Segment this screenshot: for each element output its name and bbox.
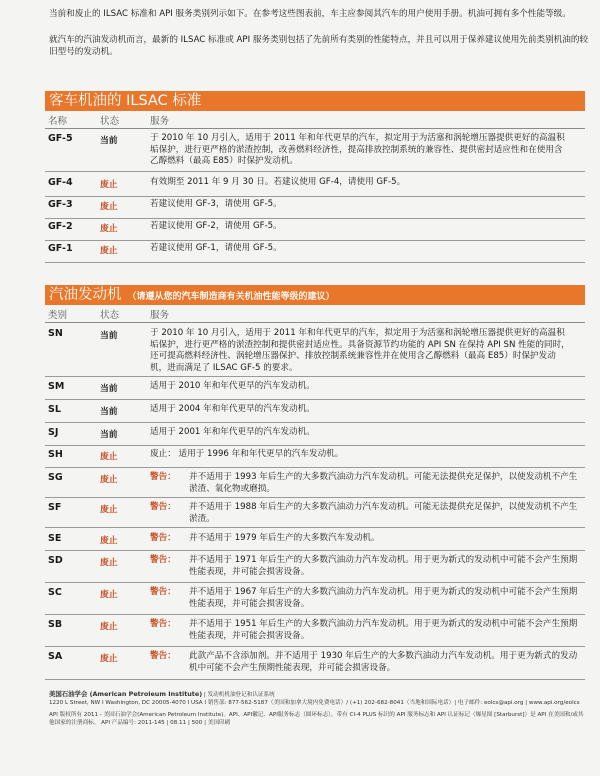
gasoline-section-title — [45, 285, 585, 305]
row-name: SM — [48, 381, 65, 392]
intro-paragraph-2: 就汽车的汽油发动机而言，最新的 ILSAC 标准或 API 服务类别包括了先前所有类别的性能特点，并且可以用于保养建议使用先前类别机油的较旧型号的发动机。 — [49, 35, 589, 57]
intro-paragraph-1: 当前和废止的 ILSAC 标准和 API 服务类别列示如下。在参考这些图表前，车主应参阅其汽车的用户使用手册。机油可拥有多个性能等级。 — [49, 9, 571, 19]
row-name: SF — [48, 502, 62, 513]
row-name: SG — [48, 472, 63, 483]
row-status: 废止 — [100, 536, 118, 546]
row-status: 当前 — [100, 331, 118, 341]
row-description: 若建议使用 GF-1，请使用 GF-5。 — [150, 243, 282, 253]
table-row — [45, 131, 585, 172]
row-name: SL — [48, 404, 61, 415]
row-name: SB — [48, 619, 63, 630]
table-row — [45, 175, 585, 197]
table-row — [45, 326, 585, 377]
table-row — [45, 500, 585, 528]
row-description: 有效期至 2011 年 9 月 30 日。若建议使用 GF-4，请使用 GF-5。 — [150, 177, 406, 187]
row-description: 并不适用于 1993 年后生产的大多数汽油动力汽车发动机。可能无法提供充足保护，以使发动机不产生淤渣、氧化物或磨损。 — [189, 472, 578, 494]
table-row — [45, 241, 585, 263]
row-description: 适用于 2001 年和年代更早的汽车发动机。 — [150, 427, 315, 437]
row-description: 并不适用于 1988 年后生产的大多数汽油动力汽车发动机。可能无法提供充足保护，以使发动机不产生淤渣。 — [189, 502, 578, 524]
row-description: 适用于 2010 年和年代更早的汽车发动机。 — [150, 381, 315, 391]
header-service: 服务 — [150, 310, 170, 321]
header-service: 服务 — [150, 116, 170, 127]
row-description: 于 2010 年 10 月引入，适用于 2011 年和年代更早的汽车，拟定用于为活塞和涡轮增压器提供更好的高温积垢保护，进行更严格的淤渣控制和提供密封适应性。具备资源节约功能的 API SN 在保持 API SN 性能的同时，还可提高燃料经济性、涡轮增压器保护、排放控制系统兼容性并在使用含乙醇燃料（最高 E85）时保护发动机，进而满足了 ILSAC GF-5 的要求。 — [150, 328, 570, 373]
gasoline-title: 汽油发动机 — [49, 287, 122, 303]
row-warning-label: 警告： — [150, 619, 176, 629]
row-status: 废止 — [100, 505, 118, 515]
row-warning-label: 警告： — [150, 555, 176, 565]
table-row — [45, 531, 585, 551]
divider — [45, 128, 585, 129]
footer-org: 美国石油学会 (American Petroleum Institute) — [49, 690, 203, 698]
divider — [45, 322, 585, 323]
header-name: 类别 — [48, 310, 68, 321]
row-warning-label: 警告： — [150, 587, 176, 597]
row-name: GF-1 — [48, 243, 73, 254]
footer-org-sub: | 发动机机油登记和认证系统 — [202, 692, 275, 698]
table-row — [45, 402, 585, 423]
row-description: 若建议使用 GF-3，请使用 GF-5。 — [150, 199, 282, 209]
table-row — [45, 585, 585, 615]
row-name: SC — [48, 587, 62, 598]
row-status: 当前 — [100, 384, 118, 394]
row-status: 废止 — [100, 475, 118, 485]
row-warning-label: 警告： — [150, 533, 176, 543]
row-status: 废止 — [100, 202, 118, 212]
row-description: 并不适用于 1951 年后生产的大多数汽油动力汽车发动机。用于更为新式的发动机中可能不会产生预期性能表现，并可能会损害设备。 — [189, 619, 578, 641]
gasoline-subtitle: （请遵从您的汽车制造商有关机油性能等级的建议） — [127, 292, 335, 302]
row-name: SN — [48, 328, 63, 339]
row-status: 当前 — [100, 407, 118, 417]
footer-address: 1220 L Street, NW I Washington, DC 20005-4070 I USA I 销售部: 877-562-5187（美国和加拿大境内免费电话）/ (+1) 202-682-8041（当地和国际电话）| 电子邮件: eolcs@api.org | www.api.org/eolcs — [49, 700, 580, 706]
row-name: GF-4 — [48, 177, 73, 188]
row-name: GF-2 — [48, 221, 73, 232]
table-row — [45, 379, 585, 400]
header-status: 状态 — [100, 310, 120, 321]
row-description: 并不适用于 1979 年后生产的大多数汽车发动机。 — [189, 533, 380, 543]
table-row — [45, 219, 585, 241]
table-row — [45, 553, 585, 583]
row-warning-label: 警告： — [150, 472, 176, 482]
footer-legal: API 版权所有 2011 - 美国石油学会(American Petroleum Institute)。API、API徽记、API服务标志（圆环标志），带有 CI-4 PLUS 标识的 API 服务标志和 API 认证标记（爆星图 [Starburst]）是 API 在美国和/或其他国家的注册商标。 API 产品编号: 2011-145 | 08.11 | 500 | 美国印刷 — [49, 712, 584, 726]
row-status: 废止 — [100, 590, 118, 600]
row-description: 并不适用于 1971 年后生产的大多数汽油动力汽车发动机。用于更为新式的发动机中可能不会产生预期性能表现，并可能会损害设备。 — [189, 555, 578, 577]
row-status: 废止 — [100, 622, 118, 632]
ilsac-section-title — [45, 91, 585, 111]
row-warning-label: 警告： — [150, 651, 176, 661]
header-name: 名称 — [48, 116, 68, 127]
row-status: 当前 — [100, 136, 118, 146]
row-description: 并不适用于 1967 年后生产的大多数汽油动力汽车发动机。用于更为新式的发动机中可能不会产生预期性能表现，并可能会损害设备。 — [189, 587, 578, 609]
table-row — [45, 470, 585, 498]
header-status: 状态 — [100, 116, 120, 127]
row-status: 废止 — [100, 224, 118, 234]
row-name: GF-3 — [48, 199, 73, 210]
row-warning-label: 警告： — [150, 502, 176, 512]
row-status: 废止 — [100, 180, 118, 190]
row-status: 废止 — [100, 452, 118, 462]
row-name: SE — [48, 533, 62, 544]
row-status: 废止 — [100, 246, 118, 256]
table-row — [45, 197, 585, 219]
row-description: 此款产品不含添加剂。并不适用于 1930 年后生产的大多数汽油动力汽车发动机。用于更为新式的发动机中可能不会产生预期性能表现，并可能会损害设备。 — [189, 651, 578, 673]
table-row — [45, 425, 585, 446]
row-status: 当前 — [100, 430, 118, 440]
row-status: 废止 — [100, 558, 118, 568]
row-name: SH — [48, 449, 63, 460]
row-name: GF-5 — [48, 133, 73, 144]
footer — [49, 690, 589, 727]
table-row — [45, 447, 585, 468]
row-status: 废止 — [100, 654, 118, 664]
row-name: SJ — [48, 427, 59, 438]
row-name: SD — [48, 555, 63, 566]
table-row — [45, 617, 585, 647]
row-description: 废止： 适用于 1996 年和年代更早的汽车发动机。 — [150, 449, 344, 459]
row-description: 适用于 2004 年和年代更早的汽车发动机。 — [150, 404, 315, 414]
table-row — [45, 649, 585, 680]
row-description: 若建议使用 GF-2，请使用 GF-5。 — [150, 221, 282, 231]
ilsac-title: 客车机油的 ILSAC 标准 — [49, 93, 202, 109]
row-description: 于 2010 年 10 月引入，适用于 2011 年和年代更早的汽车，拟定用于为活塞和涡轮增压器提供更好的高温积垢保护，进行更严格的淤渣控制，改善燃料经济性，提高排放控制系统的兼容性、提供密封适应性和在使用含乙醇燃料（最高 E85）时保护发动机。 — [150, 133, 565, 166]
row-name: SA — [48, 651, 63, 662]
